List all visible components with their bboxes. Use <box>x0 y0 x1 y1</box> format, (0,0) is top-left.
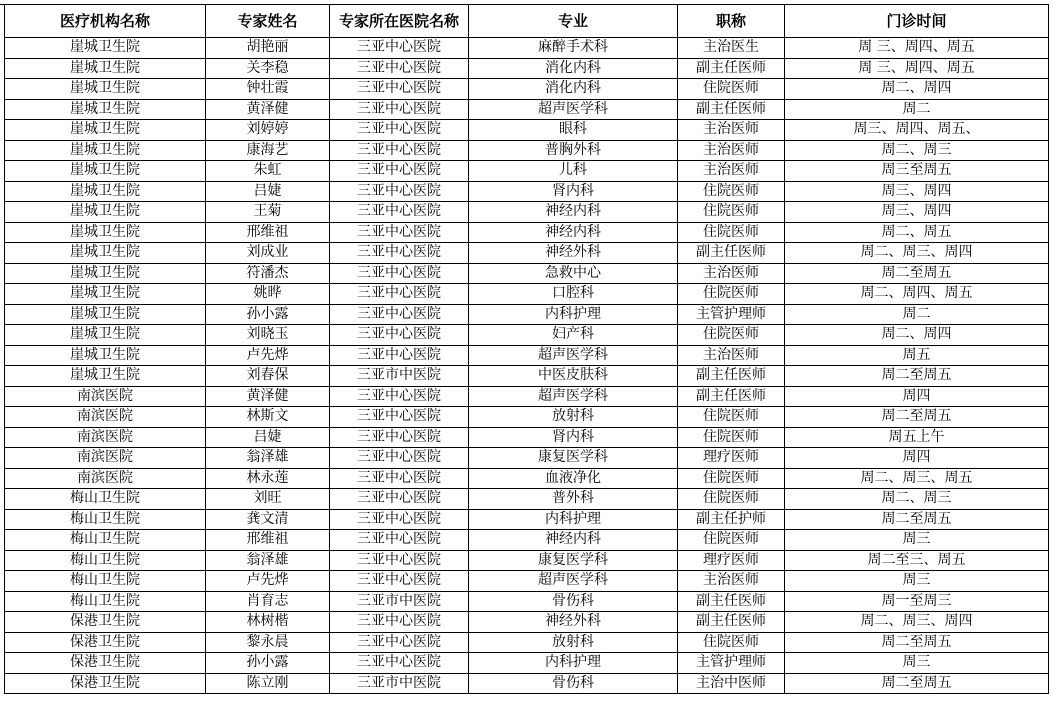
cell-institution: 崖城卫生院 <box>5 345 206 366</box>
cell-specialty: 神经外科 <box>469 612 678 633</box>
cell-institution: 崖城卫生院 <box>5 38 206 59</box>
table-row <box>5 79 1049 100</box>
cell-expert-name: 龚文清 <box>206 509 330 530</box>
cell-institution: 崖城卫生院 <box>5 181 206 202</box>
cell-clinic-time: 周二、周三 <box>785 489 1049 510</box>
cell-expert-hospital: 三亚中心医院 <box>330 222 469 243</box>
cell-institution: 梅山卫生院 <box>5 489 206 510</box>
cell-expert-name: 胡艳丽 <box>206 38 330 59</box>
table-row <box>5 550 1049 571</box>
cell-expert-name: 翁泽雄 <box>206 448 330 469</box>
cell-institution: 保港卫生院 <box>5 653 206 674</box>
table-row <box>5 58 1049 79</box>
cell-expert-name: 卢先烨 <box>206 571 330 592</box>
cell-clinic-time: 周二 <box>785 99 1049 120</box>
cell-clinic-time: 周三、周四 <box>785 202 1049 223</box>
cell-expert-name: 孙小露 <box>206 304 330 325</box>
cell-clinic-time: 周三至周五 <box>785 161 1049 182</box>
cell-institution: 崖城卫生院 <box>5 222 206 243</box>
cell-specialty: 神经内科 <box>469 202 678 223</box>
cell-institution: 南滨医院 <box>5 386 206 407</box>
cell-institution: 崖城卫生院 <box>5 79 206 100</box>
header-expert-hospital: 专家所在医院名称 <box>330 5 469 38</box>
cell-expert-hospital: 三亚中心医院 <box>330 550 469 571</box>
cell-specialty: 放射科 <box>469 632 678 653</box>
cell-specialty: 普胸外科 <box>469 140 678 161</box>
cell-clinic-time: 周二、周三、周四 <box>785 243 1049 264</box>
cell-institution: 崖城卫生院 <box>5 99 206 120</box>
cell-institution: 崖城卫生院 <box>5 120 206 141</box>
header-expert-name: 专家姓名 <box>206 5 330 38</box>
table-row <box>5 284 1049 305</box>
cell-institution: 梅山卫生院 <box>5 591 206 612</box>
cell-expert-name: 朱虹 <box>206 161 330 182</box>
cell-clinic-time: 周二至周五 <box>785 673 1049 694</box>
cell-clinic-time: 周 三、周四、周五 <box>785 58 1049 79</box>
cell-title: 副主任医师 <box>678 591 785 612</box>
cell-expert-name: 吕婕 <box>206 427 330 448</box>
cell-institution: 崖城卫生院 <box>5 58 206 79</box>
cell-specialty: 肾内科 <box>469 427 678 448</box>
cell-specialty: 神经内科 <box>469 530 678 551</box>
cell-institution: 梅山卫生院 <box>5 509 206 530</box>
cell-title: 住院医师 <box>678 427 785 448</box>
table-row <box>5 468 1049 489</box>
cell-expert-hospital: 三亚中心医院 <box>330 427 469 448</box>
cell-expert-hospital: 三亚中心医院 <box>330 571 469 592</box>
table-row <box>5 304 1049 325</box>
cell-expert-name: 符潘杰 <box>206 263 330 284</box>
cell-institution: 崖城卫生院 <box>5 366 206 387</box>
cell-expert-name: 王菊 <box>206 202 330 223</box>
table-row <box>5 386 1049 407</box>
cell-clinic-time: 周二至周五 <box>785 366 1049 387</box>
cell-title: 副主任医师 <box>678 366 785 387</box>
cell-expert-hospital: 三亚中心医院 <box>330 181 469 202</box>
cell-clinic-time: 周二、周三、周五 <box>785 468 1049 489</box>
cell-expert-hospital: 三亚中心医院 <box>330 38 469 59</box>
cell-clinic-time: 周二、周三、周四 <box>785 612 1049 633</box>
cell-specialty: 儿科 <box>469 161 678 182</box>
cell-institution: 梅山卫生院 <box>5 550 206 571</box>
cell-institution: 梅山卫生院 <box>5 530 206 551</box>
cell-title: 主管护理师 <box>678 304 785 325</box>
table-row <box>5 243 1049 264</box>
table-row <box>5 99 1049 120</box>
cell-expert-name: 肖育志 <box>206 591 330 612</box>
table-row <box>5 489 1049 510</box>
cell-expert-hospital: 三亚中心医院 <box>330 386 469 407</box>
cell-title: 住院医师 <box>678 530 785 551</box>
cell-expert-name: 翁泽雄 <box>206 550 330 571</box>
cell-title: 住院医师 <box>678 79 785 100</box>
table-row <box>5 263 1049 284</box>
cell-expert-name: 陈立刚 <box>206 673 330 694</box>
table-row <box>5 509 1049 530</box>
cell-specialty: 神经内科 <box>469 222 678 243</box>
cell-clinic-time: 周二、周四 <box>785 325 1049 346</box>
cell-clinic-time: 周三 <box>785 530 1049 551</box>
cell-institution: 南滨医院 <box>5 448 206 469</box>
cell-specialty: 超声医学科 <box>469 99 678 120</box>
cell-specialty: 口腔科 <box>469 284 678 305</box>
cell-specialty: 血液净化 <box>469 468 678 489</box>
cell-expert-name: 黎永晨 <box>206 632 330 653</box>
table-row <box>5 325 1049 346</box>
cell-expert-name: 林永莲 <box>206 468 330 489</box>
cell-title: 住院医师 <box>678 468 785 489</box>
cell-clinic-time: 周二、周四 <box>785 79 1049 100</box>
table-row <box>5 345 1049 366</box>
cell-expert-hospital: 三亚中心医院 <box>330 509 469 530</box>
cell-institution: 崖城卫生院 <box>5 284 206 305</box>
cell-title: 主治医师 <box>678 571 785 592</box>
cell-expert-hospital: 三亚中心医院 <box>330 58 469 79</box>
cell-specialty: 内科护理 <box>469 653 678 674</box>
cell-specialty: 麻醉手术科 <box>469 38 678 59</box>
cell-expert-hospital: 三亚中心医院 <box>330 407 469 428</box>
cell-specialty: 康复医学科 <box>469 550 678 571</box>
cell-title: 住院医师 <box>678 632 785 653</box>
cell-specialty: 骨伤科 <box>469 591 678 612</box>
cell-expert-hospital: 三亚中心医院 <box>330 489 469 510</box>
cell-title: 主治医师 <box>678 140 785 161</box>
cell-title: 主治医师 <box>678 120 785 141</box>
cell-clinic-time: 周五 <box>785 345 1049 366</box>
cell-expert-name: 刘春保 <box>206 366 330 387</box>
cell-clinic-time: 周二、周四、周五 <box>785 284 1049 305</box>
table-row <box>5 632 1049 653</box>
table-body <box>5 38 1049 694</box>
cell-title: 理疗医师 <box>678 550 785 571</box>
cell-institution: 南滨医院 <box>5 468 206 489</box>
cell-expert-hospital: 三亚中心医院 <box>330 79 469 100</box>
cell-institution: 梅山卫生院 <box>5 571 206 592</box>
cell-title: 主治中医师 <box>678 673 785 694</box>
cell-specialty: 骨伤科 <box>469 673 678 694</box>
cell-title: 副主任医师 <box>678 243 785 264</box>
table-row <box>5 161 1049 182</box>
cell-institution: 南滨医院 <box>5 407 206 428</box>
cell-institution: 崖城卫生院 <box>5 140 206 161</box>
cell-clinic-time: 周二至周五 <box>785 509 1049 530</box>
cell-title: 副主任医师 <box>678 612 785 633</box>
table-row <box>5 181 1049 202</box>
cell-expert-hospital: 三亚中心医院 <box>330 468 469 489</box>
cell-expert-hospital: 三亚中心医院 <box>330 263 469 284</box>
cell-expert-name: 卢先烨 <box>206 345 330 366</box>
cell-specialty: 神经外科 <box>469 243 678 264</box>
cell-expert-name: 刘晓玉 <box>206 325 330 346</box>
cell-expert-name: 黄泽健 <box>206 99 330 120</box>
cell-specialty: 超声医学科 <box>469 571 678 592</box>
cell-expert-hospital: 三亚中心医院 <box>330 530 469 551</box>
cell-specialty: 消化内科 <box>469 79 678 100</box>
cell-expert-name: 钟壮霞 <box>206 79 330 100</box>
cell-clinic-time: 周三、周四、周五、 <box>785 120 1049 141</box>
cell-institution: 崖城卫生院 <box>5 243 206 264</box>
cell-clinic-time: 周二 <box>785 304 1049 325</box>
cell-clinic-time: 周二至三、周五 <box>785 550 1049 571</box>
cell-expert-name: 姚晔 <box>206 284 330 305</box>
table-row <box>5 38 1049 59</box>
cell-clinic-time: 周五上午 <box>785 427 1049 448</box>
cell-expert-hospital: 三亚中心医院 <box>330 161 469 182</box>
cell-title: 主治医师 <box>678 161 785 182</box>
cell-expert-name: 刘旺 <box>206 489 330 510</box>
expert-schedule-table <box>4 4 1049 694</box>
cell-expert-name: 黄泽健 <box>206 386 330 407</box>
cell-expert-hospital: 三亚中心医院 <box>330 448 469 469</box>
cell-title: 副主任护师 <box>678 509 785 530</box>
table-row <box>5 407 1049 428</box>
header-row <box>5 5 1049 38</box>
cell-specialty: 内科护理 <box>469 509 678 530</box>
cell-clinic-time: 周一至周三 <box>785 591 1049 612</box>
cell-expert-hospital: 三亚中心医院 <box>330 325 469 346</box>
cell-institution: 南滨医院 <box>5 427 206 448</box>
cell-specialty: 眼科 <box>469 120 678 141</box>
cell-clinic-time: 周 三、周四、周五 <box>785 38 1049 59</box>
cell-expert-name: 刘婷婷 <box>206 120 330 141</box>
cell-clinic-time: 周二至周五 <box>785 632 1049 653</box>
cell-title: 住院医师 <box>678 181 785 202</box>
cell-clinic-time: 周二至周五 <box>785 407 1049 428</box>
cell-expert-name: 林斯文 <box>206 407 330 428</box>
table-row <box>5 653 1049 674</box>
cell-title: 住院医师 <box>678 222 785 243</box>
cell-expert-name: 邢维祖 <box>206 530 330 551</box>
cell-clinic-time: 周四 <box>785 448 1049 469</box>
cell-title: 住院医师 <box>678 202 785 223</box>
cell-expert-hospital: 三亚中心医院 <box>330 653 469 674</box>
table-row <box>5 222 1049 243</box>
cell-institution: 保港卫生院 <box>5 612 206 633</box>
table-row <box>5 366 1049 387</box>
cell-title: 住院医师 <box>678 325 785 346</box>
cell-specialty: 急救中心 <box>469 263 678 284</box>
cell-specialty: 内科护理 <box>469 304 678 325</box>
cell-institution: 崖城卫生院 <box>5 202 206 223</box>
cell-expert-hospital: 三亚中心医院 <box>330 632 469 653</box>
cell-institution: 保港卫生院 <box>5 673 206 694</box>
table-row <box>5 202 1049 223</box>
cell-title: 副主任医师 <box>678 99 785 120</box>
header-title: 职称 <box>678 5 785 38</box>
cell-expert-name: 关李稳 <box>206 58 330 79</box>
cell-title: 主治医生 <box>678 38 785 59</box>
cell-title: 理疗医师 <box>678 448 785 469</box>
cell-expert-hospital: 三亚中心医院 <box>330 243 469 264</box>
cell-specialty: 超声医学科 <box>469 386 678 407</box>
cell-expert-name: 吕婕 <box>206 181 330 202</box>
cell-clinic-time: 周三、周四 <box>785 181 1049 202</box>
cell-title: 副主任医师 <box>678 58 785 79</box>
cell-expert-hospital: 三亚市中医院 <box>330 673 469 694</box>
cell-institution: 崖城卫生院 <box>5 161 206 182</box>
cell-title: 住院医师 <box>678 284 785 305</box>
table-row <box>5 612 1049 633</box>
cell-expert-hospital: 三亚中心医院 <box>330 304 469 325</box>
cell-clinic-time: 周三 <box>785 571 1049 592</box>
table-row <box>5 427 1049 448</box>
table-row <box>5 673 1049 694</box>
cell-expert-name: 林树楷 <box>206 612 330 633</box>
table-row <box>5 530 1049 551</box>
cell-expert-name: 邢维祖 <box>206 222 330 243</box>
cell-title: 主治医师 <box>678 263 785 284</box>
table-row <box>5 571 1049 592</box>
cell-specialty: 康复医学科 <box>469 448 678 469</box>
table-row <box>5 448 1049 469</box>
cell-expert-hospital: 三亚中心医院 <box>330 284 469 305</box>
cell-title: 住院医师 <box>678 489 785 510</box>
cell-expert-hospital: 三亚市中医院 <box>330 366 469 387</box>
cell-institution: 崖城卫生院 <box>5 304 206 325</box>
cell-institution: 保港卫生院 <box>5 632 206 653</box>
cell-expert-hospital: 三亚中心医院 <box>330 140 469 161</box>
cell-clinic-time: 周二、周五 <box>785 222 1049 243</box>
schedule-sheet <box>4 4 1049 694</box>
cell-institution: 崖城卫生院 <box>5 263 206 284</box>
cell-expert-hospital: 三亚中心医院 <box>330 612 469 633</box>
table-row <box>5 120 1049 141</box>
cell-expert-name: 康海艺 <box>206 140 330 161</box>
cell-expert-hospital: 三亚中心医院 <box>330 120 469 141</box>
cell-expert-hospital: 三亚中心医院 <box>330 345 469 366</box>
cell-expert-hospital: 三亚中心医院 <box>330 99 469 120</box>
cell-expert-hospital: 三亚中心医院 <box>330 202 469 223</box>
header-clinic-time: 门诊时间 <box>785 5 1049 38</box>
header-institution: 医疗机构名称 <box>5 5 206 38</box>
cell-title: 主治医师 <box>678 345 785 366</box>
table-row <box>5 140 1049 161</box>
cell-clinic-time: 周三 <box>785 653 1049 674</box>
cell-specialty: 中医皮肤科 <box>469 366 678 387</box>
cell-institution: 崖城卫生院 <box>5 325 206 346</box>
cell-specialty: 肾内科 <box>469 181 678 202</box>
cell-specialty: 超声医学科 <box>469 345 678 366</box>
cell-title: 主管护理师 <box>678 653 785 674</box>
cell-expert-name: 刘成业 <box>206 243 330 264</box>
table-row <box>5 591 1049 612</box>
cell-specialty: 消化内科 <box>469 58 678 79</box>
cell-specialty: 普外科 <box>469 489 678 510</box>
cell-expert-name: 孙小露 <box>206 653 330 674</box>
header-specialty: 专业 <box>469 5 678 38</box>
cell-clinic-time: 周二至周五 <box>785 263 1049 284</box>
cell-clinic-time: 周四 <box>785 386 1049 407</box>
cell-specialty: 放射科 <box>469 407 678 428</box>
cell-title: 副主任医师 <box>678 386 785 407</box>
cell-expert-hospital: 三亚市中医院 <box>330 591 469 612</box>
cell-specialty: 妇产科 <box>469 325 678 346</box>
cell-title: 住院医师 <box>678 407 785 428</box>
cell-clinic-time: 周二、周三 <box>785 140 1049 161</box>
